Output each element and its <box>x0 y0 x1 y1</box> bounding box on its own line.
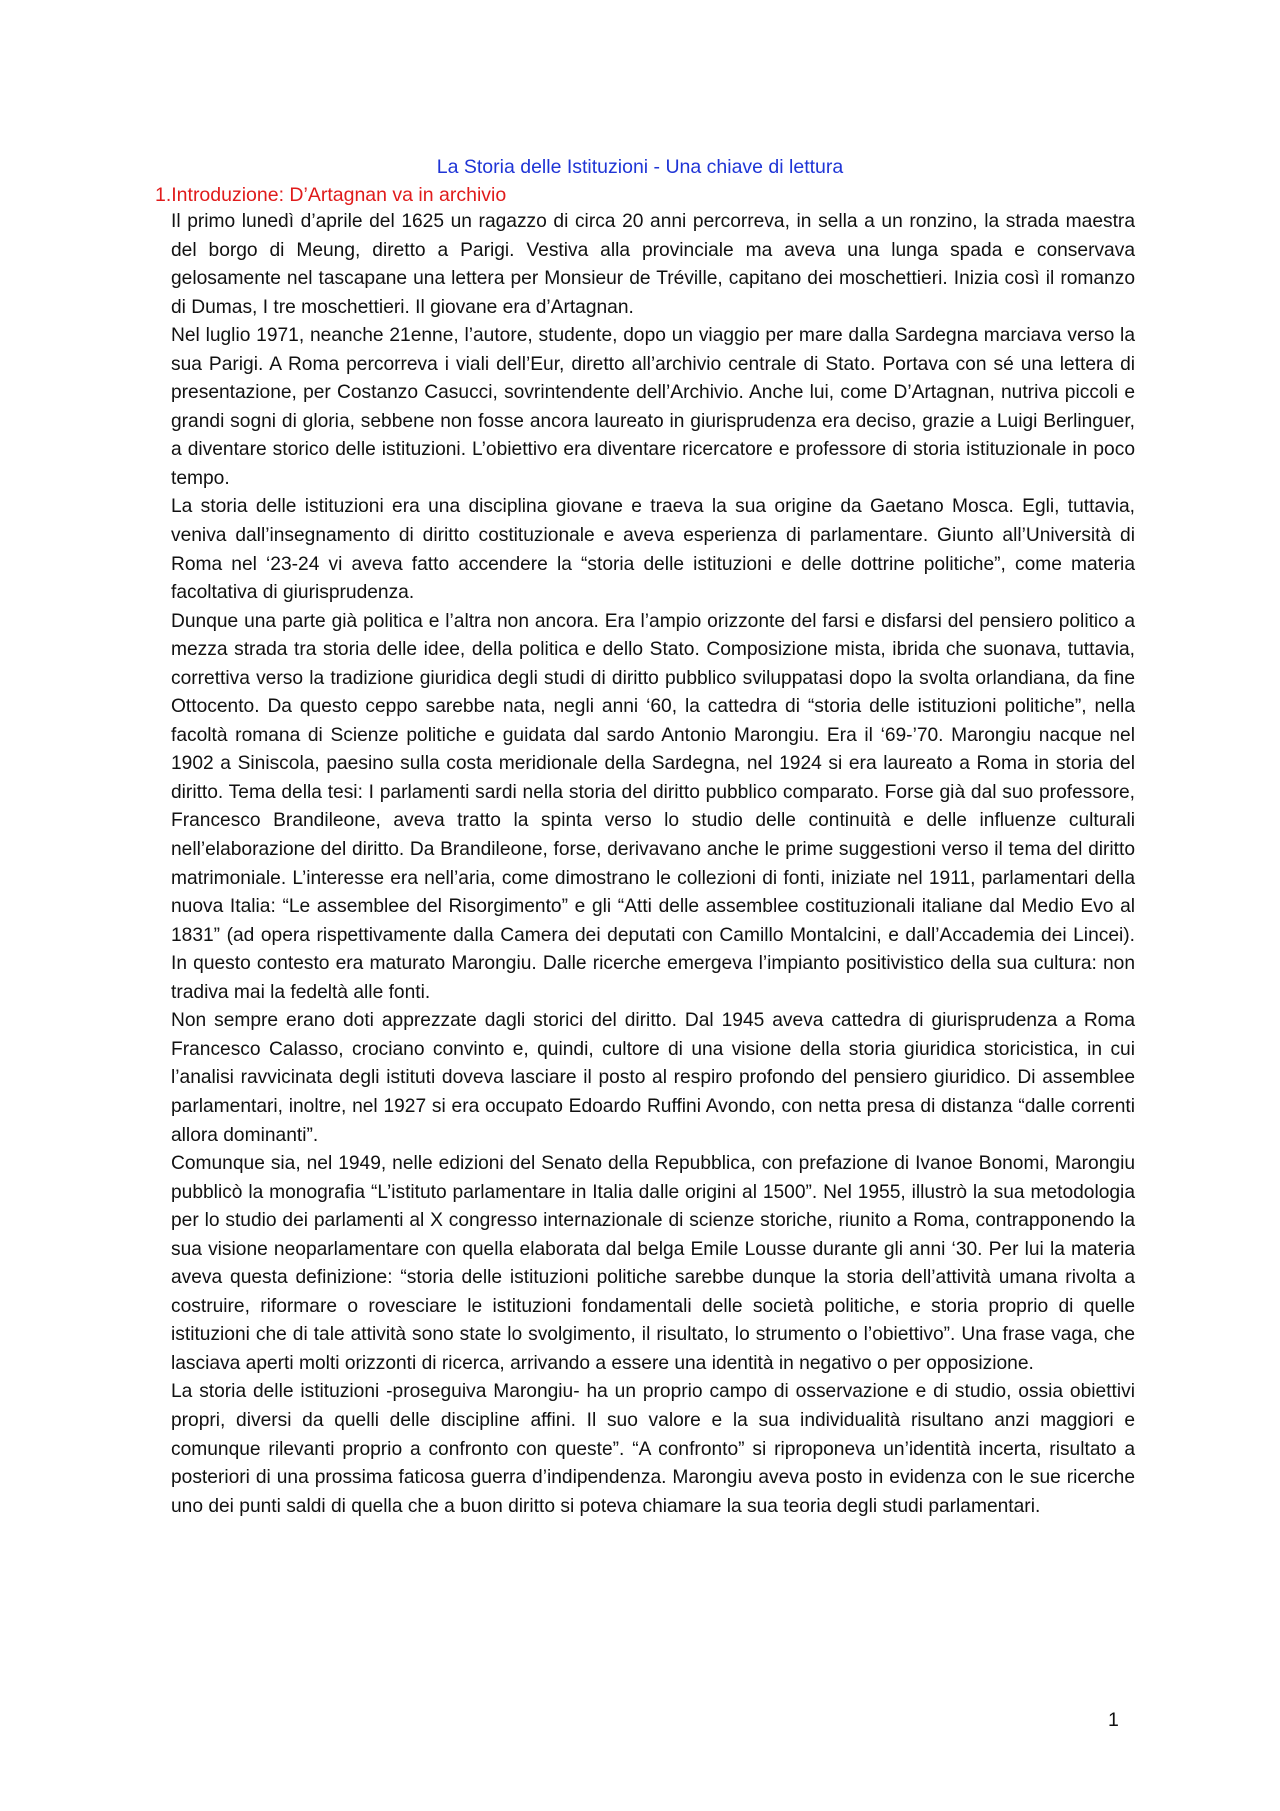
paragraph: Nel luglio 1971, neanche 21enne, l’autore, studente, dopo un viaggio per mare dalla Sardegna marciava verso la sua Parigi. A Roma percorreva i viali dell’Eur, diretto all’archivio centrale di Stato. Portava con sé una lettera di presentazione, per Costanzo Casucci, sovrintendente dell’Archivio. Anche lui, come D’Artagnan, nutriva piccoli e grandi sogni di gloria, sebbene non fosse ancora laureato in giurisprudenza era deciso, grazie a Luigi Berlinguer, a diventare storico delle istituzioni. L’obiettivo era diventare ricercatore e professore di storia istituzionale in poco tempo. <box>171 325 1135 489</box>
page-number: 1 <box>1108 1709 1119 1731</box>
document-body <box>171 208 1135 1521</box>
section-heading: 1.Introduzione: D’Artagnan va in archivio <box>155 184 507 206</box>
paragraph: Non sempre erano doti apprezzate dagli storici del diritto. Dal 1945 aveva cattedra di giurisprudenza a Roma Francesco Calasso, crociano convinto e, quindi, cultore di una visione della storia giuridica storicistica, in cui l’analisi ravvicinata degli istituti doveva lasciare il posto al respiro profondo del pensiero giuridico. Di assemblee parlamentari, inoltre, nel 1927 si era occupato Edoardo Ruffini Avondo, con netta presa di distanza “dalle correnti allora dominanti”. <box>171 1010 1135 1146</box>
paragraph: La storia delle istituzioni era una disciplina giovane e traeva la sua origine da Gaetano Mosca. Egli, tuttavia, veniva dall’insegnamento di diritto costituzionale e aveva esperienza di parlamentare. Giunto all’Università di Roma nel ‘23-24 vi aveva fatto accendere la “storia delle istituzioni e delle dottrine politiche”, come materia facoltativa di giurisprudenza. <box>171 496 1135 604</box>
document-title: La Storia delle Istituzioni - Una chiave di lettura <box>436 156 844 178</box>
paragraph: Il primo lunedì d’aprile del 1625 un ragazzo di circa 20 anni percorreva, in sella a un ronzino, la strada maestra del borgo di Meung, diretto a Parigi. Vestiva alla provinciale ma aveva una lunga spada e conservava gelosamente nel tascapane una lettera per Monsieur de Tréville, capitano dei moschettieri. Inizia così il romanzo di Dumas, I tre moschettieri. Il giovane era d’Artagnan. <box>171 211 1135 318</box>
paragraph: Comunque sia, nel 1949, nelle edizioni del Senato della Repubblica, con prefazione di Ivanoe Bonomi, Marongiu pubblicò la monografia “L’istituto parlamentare in Italia dalle origini al 1500”. Nel 1955, illustrò la sua metodologia per lo studio dei parlamenti al X congresso internazionale di scienze storiche, riunito a Roma, contrapponendo la sua visione neoparlamentare con quella elaborata dal belga Emile Lousse durante gli anni ‘30. Per lui la materia aveva questa definizione: “storia delle istituzioni politiche sarebbe dunque la storia dell’attività umana rivolta a costruire, riformare o rovesciare le istituzioni fondamentali delle società politiche, e storia proprio di quelle istituzioni che di tale attività sono state lo svolgimento, il risultato, lo strumento o l’obiettivo”. Una frase vaga, che lasciava aperti molti orizzonti di ricerca, arrivando a essere una identità in negativo o per opposizione. <box>171 1153 1135 1374</box>
paragraph: Dunque una parte già politica e l’altra non ancora. Era l’ampio orizzonte del farsi e disfarsi del pensiero politico a mezza strada tra storia delle idee, della politica e dello Stato. Composizione mista, ibrida che suonava, tuttavia, correttiva verso la tradizione giuridica degli studi di diritto pubblico sviluppatasi dopo la svolta orlandiana, da fine Ottocento. Da questo ceppo sarebbe nata, negli anni ‘60, la cattedra di “storia delle istituzioni politiche”, nella facoltà romana di Scienze politiche e guidata dal sardo Antonio Marongiu. Era il ‘69-’70. Marongiu nacque nel 1902 a Siniscola, paesino sulla costa meridionale della Sardegna, nel 1924 si era laureato a Roma in storia del diritto. Tema della tesi: I parlamenti sardi nella storia del diritto pubblico comparato. Forse già dal suo professore, Francesco Brandileone, aveva tratto la spinta verso lo studio delle continuità e delle influenze culturali nell’elaborazione del diritto. Da Brandileone, forse, derivavano anche le prime suggestioni verso il tema del diritto matrimoniale. L’interesse era nell’aria, come dimostrano le collezioni di fonti, iniziate nel 1911, parlamentari della nuova Italia: “Le assemblee del Risorgimento” e gli “Atti delle assemblee costituzionali italiane dal Medio Evo al 1831” (ad opera rispettivamente dalla Camera dei deputati con Camillo Montalcini, e dall’Accademia dei Lincei). In questo contesto era maturato Marongiu. Dalle ricerche emergeva l’impianto positivistico della sua cultura: non tradiva mai la fedeltà alle fonti. <box>171 610 1135 1003</box>
paragraph: La storia delle istituzioni -proseguiva Marongiu- ha un proprio campo di osservazione e di studio, ossia obiettivi propri, diversi da quelli delle discipline affini. Il suo valore e la sua individualità risultano anzi maggiori e comunque rilevanti proprio a confronto con queste”. “A confronto” si riproponeva un’identità incerta, risultato a posteriori di una prossima faticosa guerra d’indipendenza. Marongiu aveva posto in evidenza con le sue ricerche uno dei punti saldi di quella che a buon diritto si poteva chiamare la sua teoria degli studi parlamentari. <box>171 1381 1135 1517</box>
